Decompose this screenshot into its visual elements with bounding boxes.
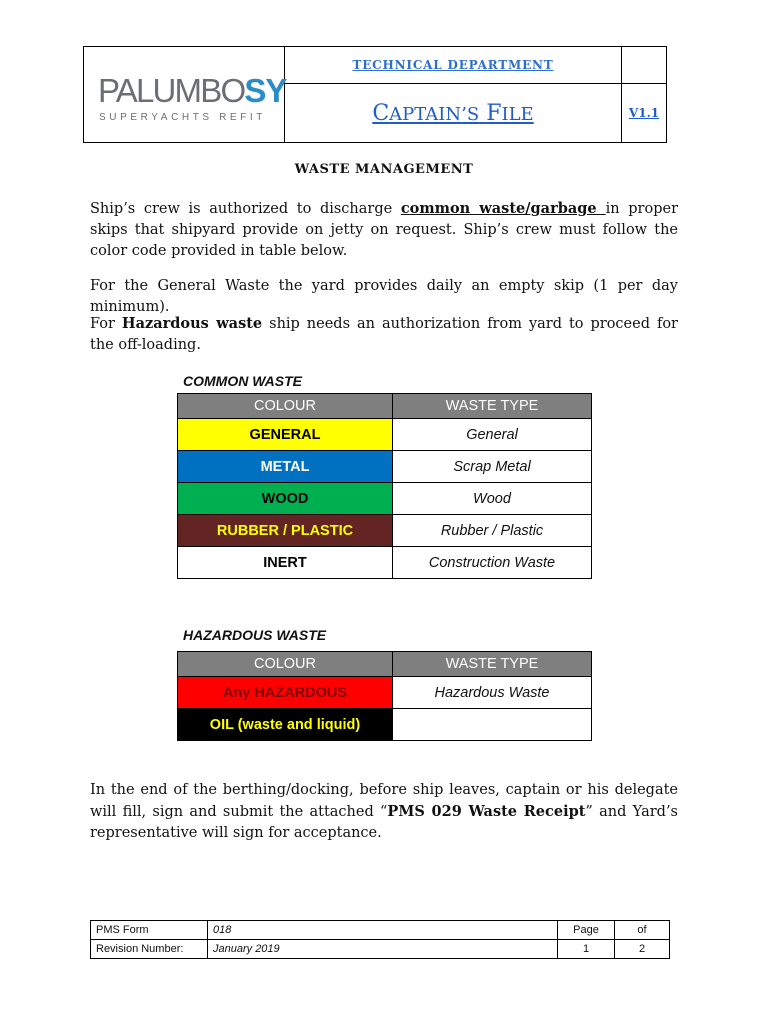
p4-emphasis: PMS 029 Waste Receipt [387, 803, 586, 820]
title-part-2: ’S [461, 103, 480, 125]
colour-header: COLOUR [178, 394, 393, 419]
colour-cell: GENERAL [178, 419, 393, 451]
logo-subtitle: SUPERYACHTS REFIT [99, 111, 266, 123]
p4-text-a: In the end of the berthing/docking, before ship leaves, captain or his delegate will fill, sign and submit the attached “ [90, 782, 678, 820]
revision-value: January 2019 [208, 940, 558, 959]
page-total: 2 [615, 940, 670, 959]
waste-type-header: WASTE TYPE [393, 394, 592, 419]
p4-text-b: ” and Yard’s representative will sign for acceptance. [90, 804, 678, 841]
form-value: 018 [208, 921, 558, 940]
common-waste-label: COMMON WASTE [183, 373, 302, 389]
table-row [178, 709, 592, 741]
hazardous-waste-table [177, 651, 592, 741]
version-label: V1.1 [622, 84, 667, 143]
revision-label: Revision Number: [91, 940, 208, 959]
p1-text-a: Ship’s crew is authorized to discharge [90, 201, 401, 217]
type-cell: Construction Waste [393, 547, 592, 579]
type-cell: Wood [393, 483, 592, 515]
colour-cell: Any HAZARDOUS [178, 677, 393, 709]
type-cell: Hazardous Waste [393, 677, 592, 709]
logo-wordmark [98, 71, 287, 109]
p3-text-a: For [90, 316, 122, 332]
table-row [178, 451, 592, 483]
document-header [83, 46, 667, 143]
p3-emphasis: Hazardous waste [121, 315, 263, 332]
waste-type-header: WASTE TYPE [393, 652, 592, 677]
hazardous-waste-label: HAZARDOUS WASTE [183, 627, 327, 643]
paragraph-general-waste: For the General Waste the yard provides daily an empty skip (1 per day minimum). [90, 278, 678, 315]
colour-cell: OIL (waste and liquid) [178, 709, 393, 741]
table-row [178, 419, 592, 451]
common-waste-table [177, 393, 592, 579]
table-row [178, 515, 592, 547]
paragraph-authorization [90, 198, 678, 262]
table-row [178, 547, 592, 579]
p3-text-b: ship needs an authorization from yard to proceed for the off-loading. [90, 316, 678, 353]
document-footer [90, 920, 670, 959]
colour-cell: WOOD [178, 483, 393, 515]
colour-header: COLOUR [178, 652, 393, 677]
type-cell: Rubber / Plastic [393, 515, 592, 547]
p1-emphasis: common waste/garbage [400, 200, 606, 217]
logo-main-text: PALUMBO [98, 71, 245, 109]
of-label: of [615, 921, 670, 940]
title-cap-2: F [486, 100, 502, 126]
page-number: 1 [558, 940, 615, 959]
form-label: PMS Form [91, 921, 208, 940]
colour-cell: RUBBER / PLASTIC [178, 515, 393, 547]
table-row [178, 677, 592, 709]
paragraph-receipt [90, 780, 678, 844]
title-part-3: ILE [501, 103, 534, 125]
title-part-1: APTAIN [389, 103, 462, 125]
document-title [285, 84, 622, 143]
p1-text-b: in proper skips that shipyard provide on jetty on request. Ship’s crew must follow the color code provided in table below. [90, 201, 678, 259]
type-cell: General [393, 419, 592, 451]
department-label: TECHNICAL DEPARTMENT [285, 47, 622, 84]
colour-cell: INERT [178, 547, 393, 579]
table-row [178, 483, 592, 515]
company-logo [84, 48, 287, 142]
type-cell: Scrap Metal [393, 451, 592, 483]
colour-cell: METAL [178, 451, 393, 483]
header-empty-cell [622, 47, 667, 84]
type-cell [393, 709, 592, 741]
title-cap-1: C [372, 100, 390, 126]
section-heading: WASTE MANAGEMENT [294, 162, 474, 177]
page-label: Page [558, 921, 615, 940]
logo-accent-text: SY [244, 71, 287, 109]
paragraph-hazardous [90, 313, 678, 356]
logo-cell [84, 47, 285, 143]
